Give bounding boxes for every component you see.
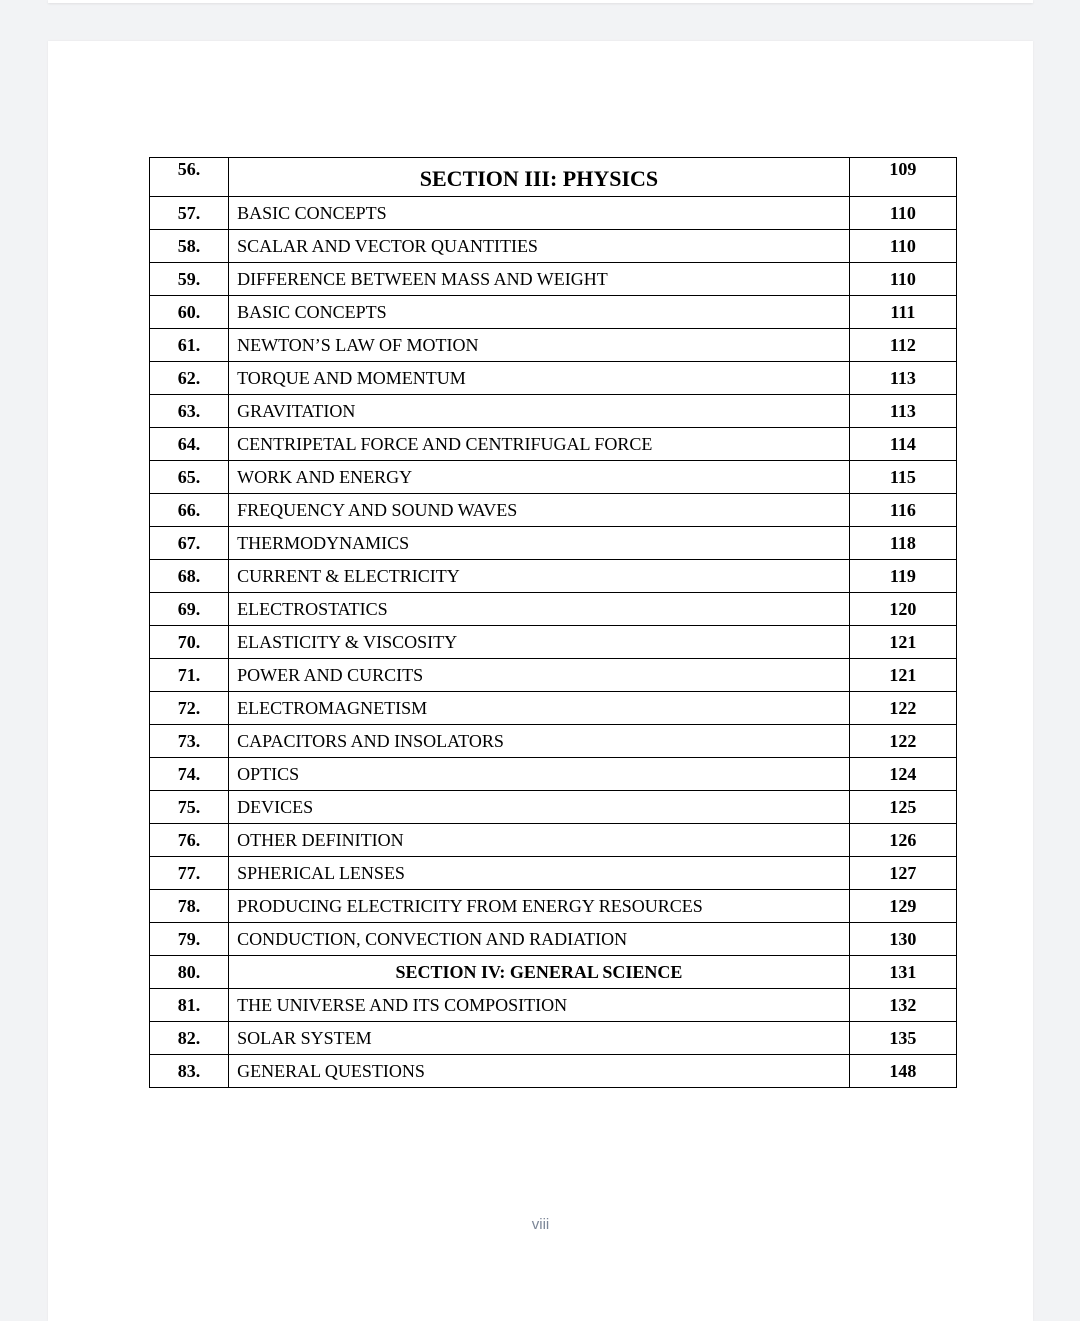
toc-entry-number: 59. [150, 263, 229, 296]
toc-entry-page: 111 [849, 296, 956, 329]
toc-entry-number: 61. [150, 329, 229, 362]
toc-entry-number: 58. [150, 230, 229, 263]
toc-entry-number: 60. [150, 296, 229, 329]
toc-row [150, 296, 957, 329]
toc-row [150, 989, 957, 1022]
toc-entry-page: 148 [849, 1055, 956, 1088]
toc-entry-title: GRAVITATION [229, 395, 850, 428]
toc-entry-number: 81. [150, 989, 229, 1022]
toc-entry-title: ELECTROMAGNETISM [229, 692, 850, 725]
toc-entry-page: 122 [849, 692, 956, 725]
toc-entry-number: 70. [150, 626, 229, 659]
toc-entry-page: 124 [849, 758, 956, 791]
toc-entry-title: SOLAR SYSTEM [229, 1022, 850, 1055]
toc-entry-page: 113 [849, 362, 956, 395]
toc-row [150, 197, 957, 230]
toc-entry-title: POWER AND CURCITS [229, 659, 850, 692]
toc-entry-number: 83. [150, 1055, 229, 1088]
toc-row [150, 857, 957, 890]
toc-entry-number: 73. [150, 725, 229, 758]
toc-section-title: SECTION IV: GENERAL SCIENCE [229, 956, 850, 989]
toc-entry-number: 68. [150, 560, 229, 593]
toc-row [150, 362, 957, 395]
toc-entry-title: ELASTICITY & VISCOSITY [229, 626, 850, 659]
toc-body [150, 158, 957, 1088]
toc-row [150, 791, 957, 824]
toc-entry-page: 116 [849, 494, 956, 527]
toc-entry-title: BASIC CONCEPTS [229, 296, 850, 329]
toc-row [150, 824, 957, 857]
toc-row [150, 692, 957, 725]
toc-row [150, 428, 957, 461]
toc-entry-title: BASIC CONCEPTS [229, 197, 850, 230]
toc-entry-page: 127 [849, 857, 956, 890]
toc-section-row [150, 956, 957, 989]
toc-entry-page: 120 [849, 593, 956, 626]
toc-entry-number: 56. [150, 158, 229, 197]
toc-entry-number: 79. [150, 923, 229, 956]
toc-entry-page: 118 [849, 527, 956, 560]
toc-row [150, 461, 957, 494]
toc-entry-title: DEVICES [229, 791, 850, 824]
toc-row [150, 758, 957, 791]
toc-entry-page: 110 [849, 197, 956, 230]
toc-entry-title: SPHERICAL LENSES [229, 857, 850, 890]
toc-entry-title: THERMODYNAMICS [229, 527, 850, 560]
toc-entry-title: DIFFERENCE BETWEEN MASS AND WEIGHT [229, 263, 850, 296]
toc-entry-number: 64. [150, 428, 229, 461]
toc-entry-number: 71. [150, 659, 229, 692]
toc-entry-page: 135 [849, 1022, 956, 1055]
toc-entry-number: 72. [150, 692, 229, 725]
toc-entry-page: 121 [849, 659, 956, 692]
toc-row [150, 494, 957, 527]
toc-row [150, 560, 957, 593]
toc-entry-title: PRODUCING ELECTRICITY FROM ENERGY RESOURCES [229, 890, 850, 923]
toc-row [150, 725, 957, 758]
toc-entry-page: 126 [849, 824, 956, 857]
toc-entry-number: 65. [150, 461, 229, 494]
toc-row [150, 263, 957, 296]
toc-entry-page: 129 [849, 890, 956, 923]
toc-entry-title: CURRENT & ELECTRICITY [229, 560, 850, 593]
toc-entry-page: 119 [849, 560, 956, 593]
toc-entry-number: 69. [150, 593, 229, 626]
toc-entry-number: 76. [150, 824, 229, 857]
toc-entry-title: NEWTON’S LAW OF MOTION [229, 329, 850, 362]
toc-entry-title: FREQUENCY AND SOUND WAVES [229, 494, 850, 527]
toc-entry-page: 121 [849, 626, 956, 659]
toc-entry-number: 78. [150, 890, 229, 923]
toc-entry-title: ELECTROSTATICS [229, 593, 850, 626]
toc-entry-number: 82. [150, 1022, 229, 1055]
toc-entry-number: 74. [150, 758, 229, 791]
toc-entry-page: 109 [849, 158, 956, 197]
toc-entry-number: 80. [150, 956, 229, 989]
toc-row [150, 395, 957, 428]
toc-entry-number: 57. [150, 197, 229, 230]
toc-row [150, 659, 957, 692]
toc-row [150, 527, 957, 560]
previous-page-edge [48, 0, 1033, 3]
toc-entry-page: 110 [849, 263, 956, 296]
toc-entry-page: 131 [849, 956, 956, 989]
toc-entry-page: 122 [849, 725, 956, 758]
toc-entry-number: 75. [150, 791, 229, 824]
toc-entry-title: TORQUE AND MOMENTUM [229, 362, 850, 395]
toc-entry-page: 115 [849, 461, 956, 494]
toc-entry-page: 113 [849, 395, 956, 428]
toc-row [150, 593, 957, 626]
toc-entry-page: 114 [849, 428, 956, 461]
toc-row [150, 890, 957, 923]
toc-entry-page: 110 [849, 230, 956, 263]
toc-entry-number: 62. [150, 362, 229, 395]
toc-row [150, 329, 957, 362]
toc-row [150, 1055, 957, 1088]
document-page [48, 41, 1033, 1321]
toc-section-row [150, 158, 957, 197]
toc-entry-number: 63. [150, 395, 229, 428]
toc-row [150, 230, 957, 263]
toc-entry-number: 77. [150, 857, 229, 890]
toc-entry-page: 132 [849, 989, 956, 1022]
table-of-contents [149, 157, 957, 1088]
toc-row [150, 626, 957, 659]
toc-section-title: SECTION III: PHYSICS [229, 158, 850, 197]
toc-entry-title: OPTICS [229, 758, 850, 791]
toc-entry-title: OTHER DEFINITION [229, 824, 850, 857]
toc-entry-title: CENTRIPETAL FORCE AND CENTRIFUGAL FORCE [229, 428, 850, 461]
toc-entry-title: CONDUCTION, CONVECTION AND RADIATION [229, 923, 850, 956]
page-number: viii [531, 1216, 550, 1233]
toc-entry-title: WORK AND ENERGY [229, 461, 850, 494]
toc-entry-title: CAPACITORS AND INSOLATORS [229, 725, 850, 758]
toc-entry-number: 66. [150, 494, 229, 527]
toc-entry-page: 130 [849, 923, 956, 956]
toc-entry-page: 125 [849, 791, 956, 824]
toc-row [150, 923, 957, 956]
toc-entry-title: THE UNIVERSE AND ITS COMPOSITION [229, 989, 850, 1022]
toc-entry-page: 112 [849, 329, 956, 362]
toc-row [150, 1022, 957, 1055]
toc-entry-title: GENERAL QUESTIONS [229, 1055, 850, 1088]
toc-entry-title: SCALAR AND VECTOR QUANTITIES [229, 230, 850, 263]
toc-entry-number: 67. [150, 527, 229, 560]
